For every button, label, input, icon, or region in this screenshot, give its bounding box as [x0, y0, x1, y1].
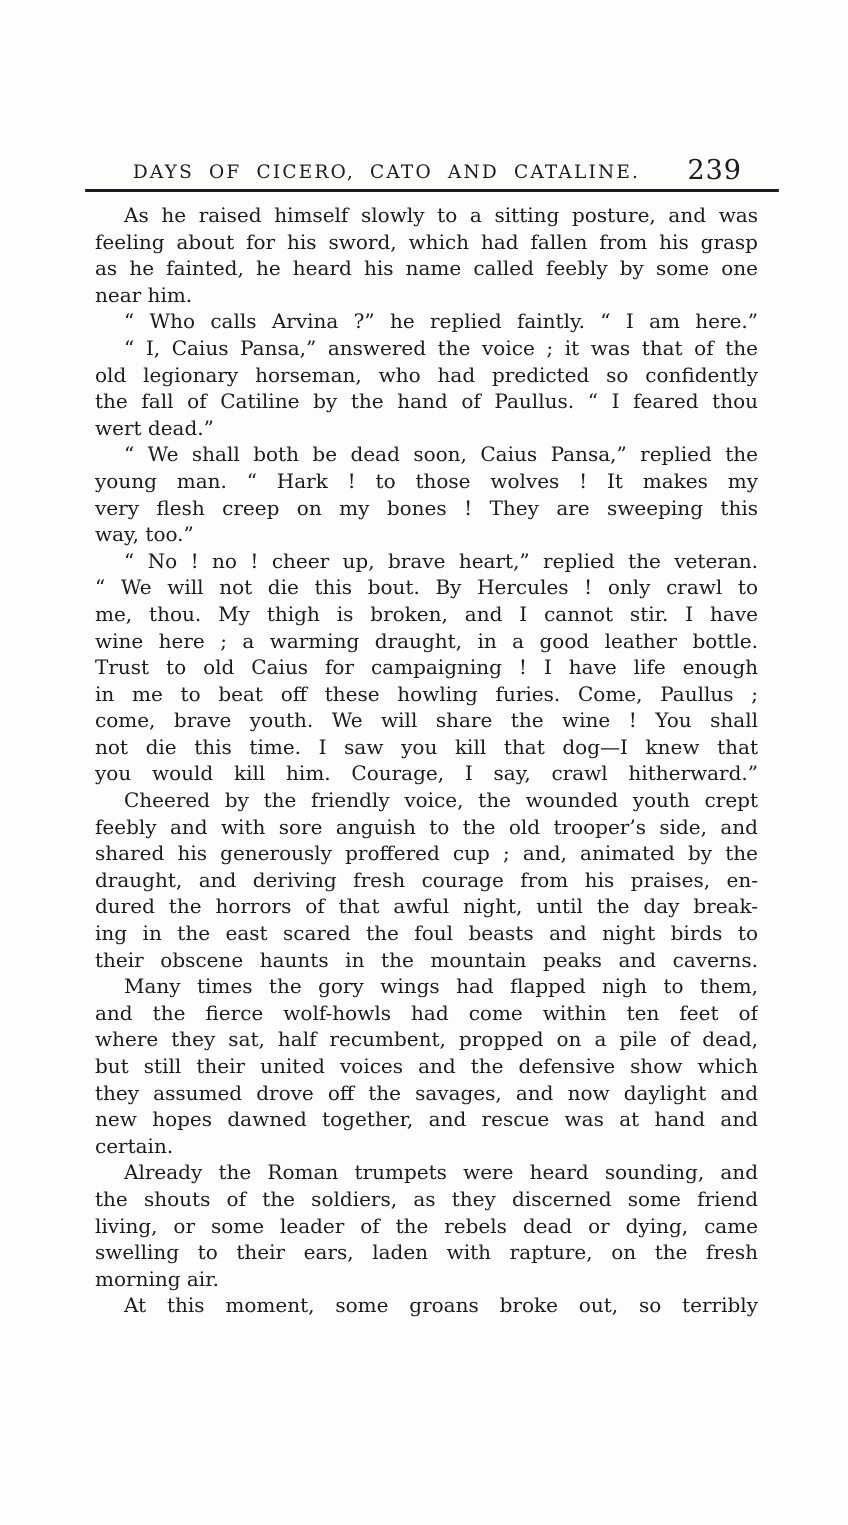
text-line: new hopes dawned together, and rescue was at hand and [95, 1107, 758, 1132]
paragraph [95, 973, 758, 1159]
text-line: near him. [95, 282, 193, 307]
text-line: me, thou. My thigh is broken, and I cannot stir. I have [95, 601, 758, 626]
text-line: you would kill him. Courage, I say, crawl hitherward.” [95, 761, 758, 786]
text-line: Cheered by the friendly voice, the wounded youth crept [124, 788, 758, 813]
paragraph [95, 1292, 758, 1319]
text-line: the fall of Catiline by the hand of Paullus. “ I feared thou [95, 389, 758, 414]
header-title: DAYS OF CICERO, CATO AND CATALINE. [132, 162, 641, 183]
running-header [95, 155, 758, 189]
text-line: “ I, Caius Pansa,” answered the voice ; it was that of the [124, 335, 758, 360]
text-line: morning air. [95, 1266, 219, 1291]
text-line: At this moment, some groans broke out, so terribly [124, 1293, 758, 1318]
text-line: draught, and deriving fresh courage from his praises, en- [95, 867, 758, 892]
text-line: shared his generously proffered cup ; and, animated by the [95, 841, 758, 866]
text-line: way, too.” [95, 522, 194, 547]
text-line: ing in the east scared the foul beasts and night birds to [95, 921, 758, 946]
text-line: wine here ; a warming draught, in a good leather bottle. [95, 628, 758, 653]
text-line: Already the Roman trumpets were heard sounding, and [124, 1160, 758, 1185]
text-line: “ No ! no ! cheer up, brave heart,” replied the veteran. [124, 548, 758, 573]
text-line: living, or some leader of the rebels dead or dying, came [95, 1213, 758, 1238]
paragraph [95, 1159, 758, 1292]
text-line: feeling about for his sword, which had fallen from his grasp [95, 229, 758, 254]
paragraph [95, 308, 758, 335]
text-line: where they sat, half recumbent, propped on a pile of dead, [95, 1027, 758, 1052]
text-line: young man. “ Hark ! to those wolves ! It makes my [95, 468, 758, 493]
paragraph [95, 441, 758, 547]
paragraph [95, 548, 758, 787]
text-line: the shouts of the soldiers, as they discerned some friend [95, 1186, 758, 1211]
text-line: their obscene haunts in the mountain peaks and caverns. [95, 947, 758, 972]
paragraph [95, 202, 758, 308]
text-line: “ We will not die this bout. By Hercules ! only crawl to [95, 575, 758, 600]
text-line: feebly and with sore anguish to the old trooper’s side, and [95, 814, 758, 839]
text-line: As he raised himself slowly to a sitting posture, and was [124, 203, 758, 227]
text-line: certain. [95, 1133, 174, 1158]
paragraph [95, 335, 758, 441]
text-line: wert dead.” [95, 415, 214, 440]
text-line: swelling to their ears, laden with rapture, on the fresh [95, 1240, 758, 1265]
header-rule [85, 189, 779, 192]
text-line: as he fainted, he heard his name called feebly by some one [95, 256, 758, 281]
text-line: but still their united voices and the defensive show which [95, 1054, 758, 1078]
text-line: very flesh creep on my bones ! They are sweeping this [95, 495, 758, 520]
page-body [95, 202, 758, 1319]
text-line: Trust to old Caius for campaigning ! I have life enough [95, 655, 758, 680]
text-line: “ We shall both be dead soon, Caius Pansa,” replied the [124, 442, 758, 467]
text-line: they assumed drove off the savages, and now daylight and [95, 1080, 758, 1105]
text-line: dured the horrors of that awful night, until the day break- [95, 894, 758, 919]
text-line: “ Who calls Arvina ?” he replied faintly. “ I am here.” [124, 309, 758, 334]
text-line: in me to beat off these howling furies. Come, Paullus ; [95, 681, 758, 706]
text-line: and the fierce wolf-howls had come within ten feet of [95, 1000, 758, 1025]
paragraph [95, 787, 758, 973]
text-line: come, brave youth. We will share the wine ! You shall [95, 708, 758, 733]
text-line: not die this time. I saw you kill that dog—I knew that [95, 734, 758, 759]
text-line: old legionary horseman, who had predicted so confidently [95, 362, 758, 387]
page-number: 239 [687, 155, 742, 186]
text-line: Many times the gory wings had flapped nigh to them, [124, 974, 758, 999]
